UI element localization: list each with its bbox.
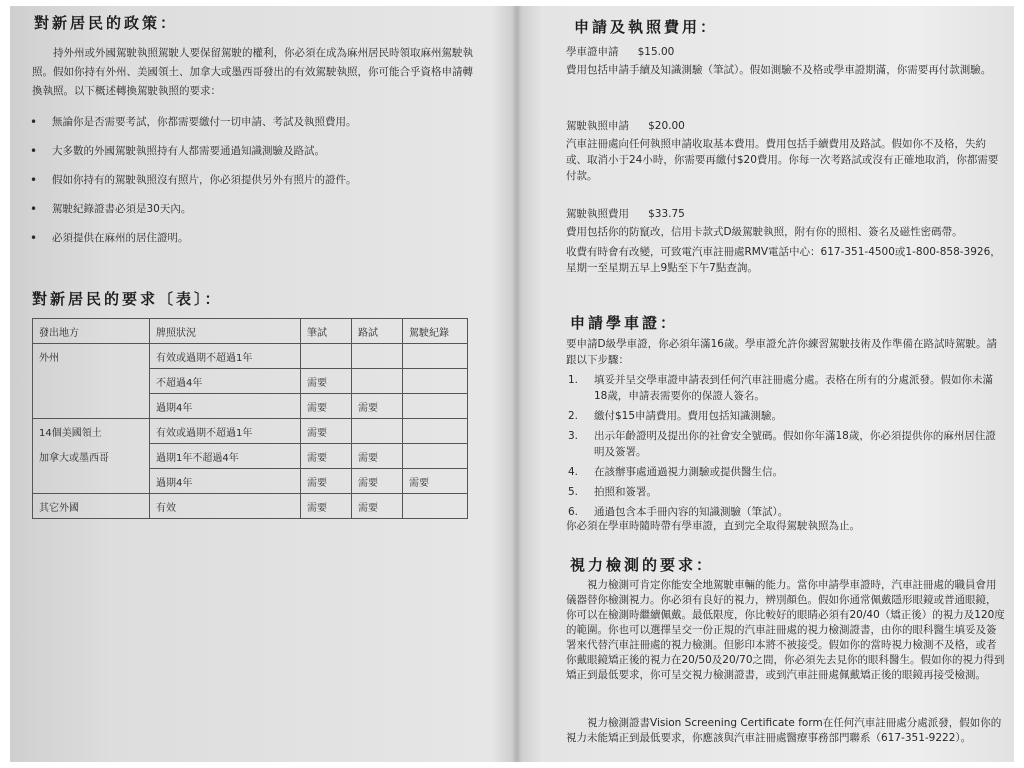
table-row	[33, 369, 468, 394]
issuer-cell: 加拿大或墨西哥	[33, 444, 150, 469]
table-row	[33, 444, 468, 469]
fee-permit-desc: 費用包括申請手續及知識測驗（筆試）。假如測驗不及格或學車證期滿，你需要再付款測驗。	[566, 64, 992, 76]
road-cell	[352, 419, 403, 444]
fees-title: 申請及執照費用：	[574, 18, 719, 36]
vision-title: 視力檢測的要求：	[570, 556, 715, 574]
step-number: 1.	[568, 374, 579, 386]
fee-permit-label: 學車證申請	[566, 46, 619, 58]
permit-note: 你必須在學車時隨時帶有學車證，直到完全取得駕駛執照為止。	[566, 520, 860, 532]
col-header-road: 路試	[352, 319, 403, 344]
table-row	[33, 394, 468, 419]
road-cell	[352, 344, 403, 369]
fee-license-amount: $33.75	[648, 208, 685, 220]
step-number: 6.	[568, 506, 579, 518]
step-number: 2.	[568, 410, 579, 422]
policy-title: 對新居民的政策：	[34, 14, 179, 32]
step-text: 在該辦事處通過視力測驗或提供醫生信。	[594, 466, 783, 478]
col-header-written: 筆試	[301, 319, 352, 344]
step-text: 通過包含本手冊內容的知識測驗（筆試）。	[594, 506, 789, 518]
issuer-cell: 其它外國	[33, 494, 150, 519]
written-cell: 需要	[301, 369, 352, 394]
step-number: 3.	[568, 430, 579, 442]
table-title: 對新居民的要求〔表〕：	[32, 290, 223, 308]
record-cell	[403, 494, 468, 519]
record-cell	[403, 369, 468, 394]
policy-bullet: • 假如你持有的駕駛執照沒有照片，你必須提供另外有照片的證件。	[10, 172, 480, 188]
road-cell: 需要	[352, 444, 403, 469]
policy-intro: 持外州或外國駕駛執照駕駛人要保留駕駛的權利，你必須在成為麻州居民時領取麻州駕駛執照。假如你持有外州、美國領土、加拿大或墨西哥發出的有效駕駛執照，你可能合乎資格申請轉換執照。以下概述轉換駕駛執照的要求：	[32, 47, 473, 97]
step-number: 5.	[568, 486, 579, 498]
status-cell: 過期1年不超過4年	[150, 444, 301, 469]
step-number: 4.	[568, 466, 579, 478]
status-cell: 過期4年	[150, 394, 301, 419]
written-cell: 需要	[301, 494, 352, 519]
status-cell: 有效	[150, 494, 301, 519]
permit-step	[566, 372, 1006, 404]
issuer-cell-empty	[33, 469, 150, 494]
road-cell	[352, 369, 403, 394]
written-cell: 需要	[301, 394, 352, 419]
issuer-cell: 14個美國領土	[33, 419, 150, 444]
policy-bullet: • 大多數的外國駕駛執照持有人都需要通過知識測驗及路試。	[10, 143, 480, 159]
policy-bullet: • 必須提供在麻州的居住證明。	[10, 230, 480, 246]
left-page	[10, 6, 510, 762]
fee-license-application-amount: $20.00	[648, 120, 685, 132]
table-header-row	[33, 319, 468, 344]
road-cell: 需要	[352, 494, 403, 519]
booklet-spread	[10, 6, 1014, 762]
col-header-status: 牌照狀況	[150, 319, 301, 344]
step-text: 填妥并呈交學車證申請表到任何汽車註冊處分處。表格在所有的分處派發。假如你未滿18歲，申請表需要你的保證人簽名。	[594, 374, 993, 402]
book-gutter	[512, 6, 522, 762]
step-text: 出示年齡證明及提出你的社會安全號碼。假如你年滿18歲，你必須提供你的麻州居住證明及簽署。	[594, 430, 996, 458]
issuer-cell-empty	[33, 369, 150, 394]
policy-bullet: • 無論你是否需要考試，你都需要繳付一切申請、考試及執照費用。	[10, 114, 480, 130]
written-cell: 需要	[301, 419, 352, 444]
written-cell: 需要	[301, 469, 352, 494]
fee-license-application-label: 駕駛執照申請	[566, 120, 629, 132]
record-cell: 需要	[403, 469, 468, 494]
table-row	[33, 494, 468, 519]
written-cell: 需要	[301, 444, 352, 469]
permit-step	[566, 408, 1006, 424]
step-text: 拍照和簽署。	[594, 486, 657, 498]
status-cell: 有效或過期不超過1年	[150, 419, 301, 444]
fee-license-desc: 費用包括你的防竄改，信用卡款式D級駕駛執照，附有你的照相、簽名及磁性密碼帶。	[566, 226, 963, 238]
record-cell	[403, 444, 468, 469]
fee-change-note: 收費有時會有改變，可致電汽車註冊處RMV電話中心：617-351-4500或1-800-858-3926，星期一至星期五早上9點至下午7點查詢。	[566, 246, 1001, 274]
permit-intro: 要申請D級學車證，你必須年滿16歲。學車證允許你練習駕駛技術及作準備在路試時駕駛。請跟以下步驟：	[566, 338, 997, 366]
table-row	[33, 344, 468, 369]
fee-permit-amount: $15.00	[637, 46, 675, 58]
record-cell	[403, 419, 468, 444]
policy-bullet-list	[10, 114, 480, 259]
requirements-table	[32, 318, 468, 519]
permit-steps-list	[566, 372, 1006, 524]
col-header-issuer: 發出地方	[33, 319, 150, 344]
col-header-record: 駕駛紀錄	[403, 319, 468, 344]
fee-permit	[566, 40, 1006, 78]
table-row	[33, 469, 468, 494]
issuer-cell-empty	[33, 394, 150, 419]
policy-bullet: • 駕駛紀錄證書必須是30天內。	[10, 201, 480, 217]
record-cell	[403, 394, 468, 419]
written-cell	[301, 344, 352, 369]
permit-step	[566, 464, 1006, 480]
fee-license-application-desc: 汽車註冊處向任何執照申請收取基本費用。費用包括手續費用及路試。假如你不及格，失約或、取消小于24小時，你需要再繳付$20費用。你每一次考路試或沒有正確地取消，你都需要付款。	[566, 138, 999, 182]
status-cell: 過期4年	[150, 469, 301, 494]
status-cell: 不超過4年	[150, 369, 301, 394]
issuer-cell: 外州	[33, 344, 150, 369]
table-row	[33, 419, 468, 444]
permit-title: 申請學車證：	[570, 314, 679, 332]
fee-license-application	[566, 114, 1006, 184]
vision-paragraph-2: 視力檢測證書Vision Screening Certificate form在任何汽車註冊處分處派發，假如你的視力未能矯正到最低要求，你應該與汽車註冊處醫療事務部門聯系（617-351-9222）。	[566, 717, 1002, 744]
step-text: 繳付$15申請費用。費用包括知識測驗。	[594, 410, 783, 422]
fee-license-label: 駕駛執照費用	[566, 208, 629, 220]
permit-step	[566, 428, 1006, 460]
fee-license	[566, 202, 1006, 276]
status-cell: 有效或過期不超過1年	[150, 344, 301, 369]
road-cell: 需要	[352, 394, 403, 419]
vision-paragraph-1: 視力檢測可肯定你能安全地駕駛車輛的能力。當你申請學車證時，汽車註冊處的職員會用儀器替你檢測視力。你必須有良好的視力，辨別顏色。假如你通常佩戴隱形眼鏡或普通眼鏡，你可以在檢測時繼續佩戴。最低限度，你比較好的眼睛必須有20/40（矯正後）的視力及120度的範圍。你也可以選擇呈交一份正規的汽車註冊處的視力檢測證書，由你的眼科醫生填妥及簽署來代替汽車註冊處的視力檢測。但影印本將不被接受。假如你的當時視力檢測不及格，或者你戴眼鏡矯正後的視力在20/50及20/70之間，你必須先去見你的眼科醫生。假如你的視力得到矯正到最低要求，你可呈交視力檢測證書，或到汽車註冊處佩戴矯正後的眼鏡再接受檢測。	[566, 579, 1005, 681]
road-cell: 需要	[352, 469, 403, 494]
right-page	[524, 6, 1014, 762]
record-cell	[403, 344, 468, 369]
permit-step	[566, 484, 1006, 500]
